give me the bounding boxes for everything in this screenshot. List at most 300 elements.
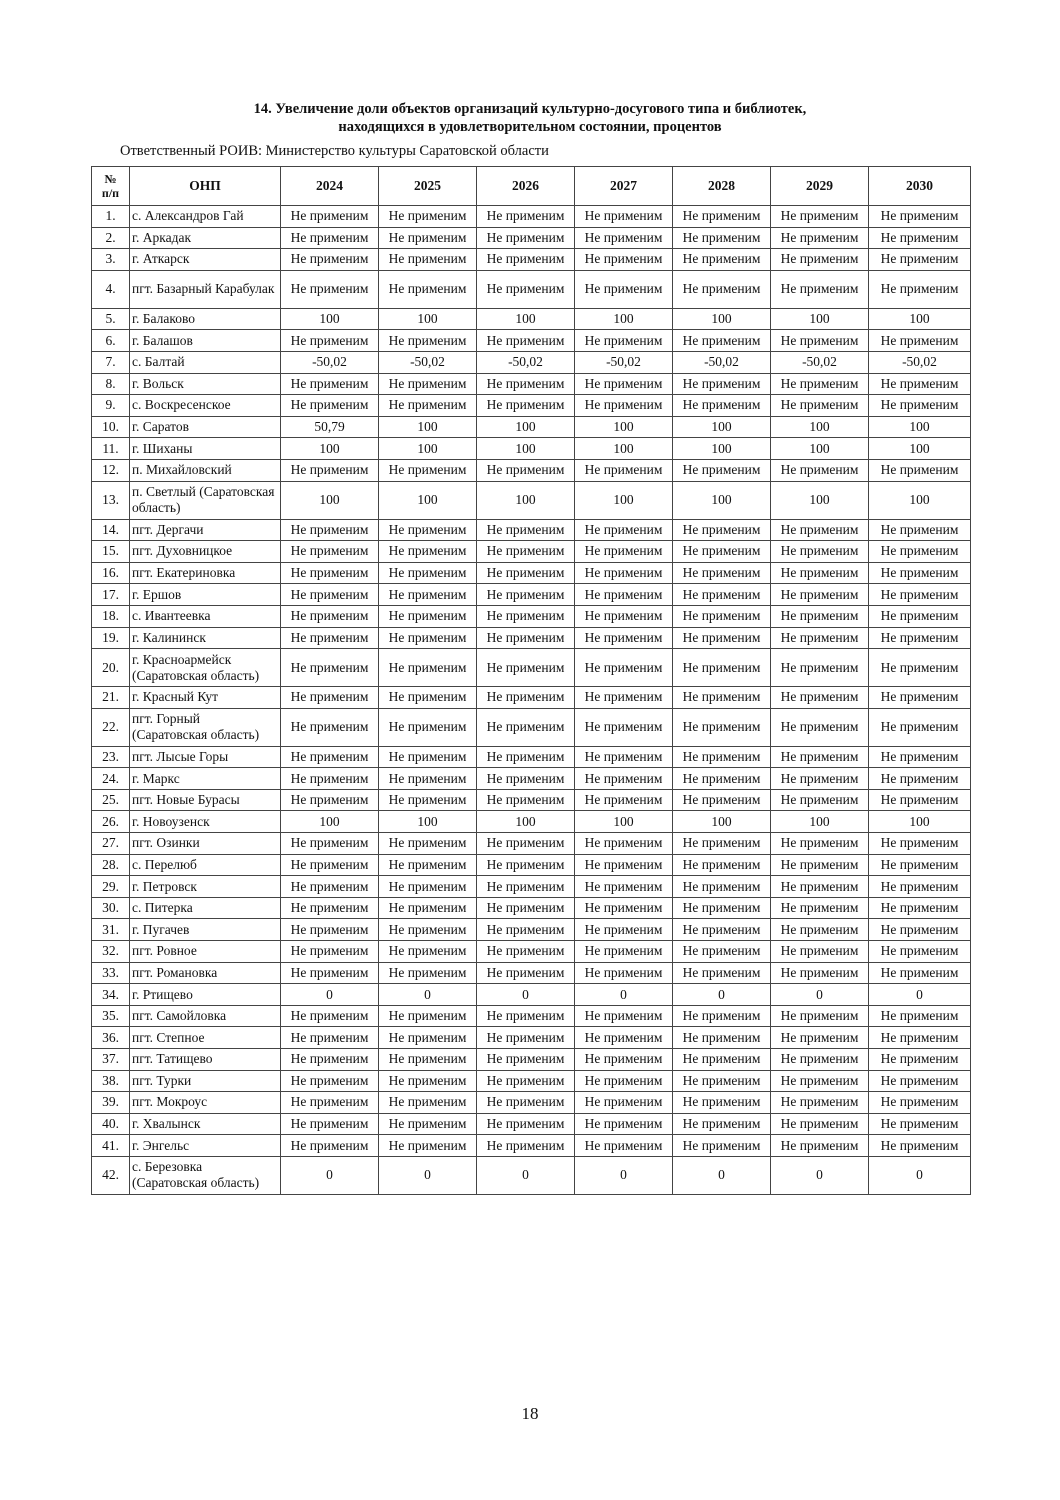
year-value-cell: Не применим (575, 746, 673, 768)
year-value-cell: Не применим (869, 1135, 971, 1157)
row-number: 12. (92, 459, 130, 481)
year-value-cell: Не применим (869, 1005, 971, 1027)
settlement-name: с. Березовка (Саратовская область) (130, 1156, 281, 1194)
year-value-cell: Не применим (477, 1027, 575, 1049)
row-number: 26. (92, 811, 130, 833)
year-value-cell: Не применим (379, 541, 477, 563)
year-value-cell: Не применим (869, 876, 971, 898)
settlement-name: г. Ершов (130, 584, 281, 606)
row-number: 30. (92, 897, 130, 919)
year-value-cell: Не применим (281, 1005, 379, 1027)
year-value-cell: 0 (575, 1156, 673, 1194)
year-value-cell: Не применим (575, 1135, 673, 1157)
year-value-cell: 100 (869, 811, 971, 833)
year-value-cell: 100 (281, 811, 379, 833)
table-row (92, 1156, 971, 1194)
year-value-cell: Не применим (673, 249, 771, 271)
header-number (92, 167, 130, 206)
year-value-cell: 0 (771, 1156, 869, 1194)
year-value-cell: -50,02 (281, 351, 379, 373)
year-value-cell: Не применим (379, 708, 477, 746)
year-value-cell: Не применим (673, 962, 771, 984)
row-number: 27. (92, 833, 130, 855)
year-value-cell: Не применим (477, 459, 575, 481)
year-value-cell: Не применим (281, 627, 379, 649)
table-row (92, 227, 971, 249)
year-value-cell: 0 (869, 1156, 971, 1194)
settlement-name: с. Воскресенское (130, 395, 281, 417)
year-value-cell: 100 (379, 481, 477, 519)
table-row (92, 459, 971, 481)
year-value-cell: Не применим (477, 962, 575, 984)
year-value-cell: Не применим (771, 519, 869, 541)
row-number: 39. (92, 1092, 130, 1114)
year-value-cell: Не применим (869, 459, 971, 481)
year-value-cell: Не применим (673, 1070, 771, 1092)
year-value-cell: Не применим (673, 941, 771, 963)
year-value-cell: 100 (281, 308, 379, 330)
year-value-cell: Не применим (477, 249, 575, 271)
row-number: 35. (92, 1005, 130, 1027)
year-value-cell: -50,02 (673, 351, 771, 373)
year-value-cell: Не применим (281, 519, 379, 541)
table-row (92, 605, 971, 627)
year-value-cell: 100 (379, 438, 477, 460)
row-number: 6. (92, 330, 130, 352)
year-value-cell: Не применим (281, 897, 379, 919)
table-row (92, 962, 971, 984)
settlement-name: пгт. Татищево (130, 1049, 281, 1071)
year-value-cell: Не применим (281, 395, 379, 417)
year-value-cell: Не применим (477, 627, 575, 649)
row-number: 13. (92, 481, 130, 519)
row-number: 17. (92, 584, 130, 606)
row-number: 9. (92, 395, 130, 417)
table-row (92, 1092, 971, 1114)
year-value-cell: 0 (477, 1156, 575, 1194)
settlement-name: г. Пугачев (130, 919, 281, 941)
table-row (92, 811, 971, 833)
settlement-name: г. Саратов (130, 416, 281, 438)
table-header-row (92, 167, 971, 206)
table-row (92, 206, 971, 228)
year-value-cell: Не применим (575, 605, 673, 627)
year-value-cell: Не применим (379, 459, 477, 481)
year-value-cell: Не применим (281, 1092, 379, 1114)
row-number: 18. (92, 605, 130, 627)
year-value-cell: Не применим (869, 746, 971, 768)
year-value-cell: Не применим (379, 876, 477, 898)
year-value-cell: Не применим (477, 941, 575, 963)
year-value-cell: Не применим (673, 227, 771, 249)
settlement-name: пгт. Горный (Саратовская область) (130, 708, 281, 746)
year-value-cell: 100 (575, 438, 673, 460)
year-value-cell: Не применим (477, 562, 575, 584)
year-value-cell: Не применим (477, 897, 575, 919)
year-value-cell: Не применим (477, 206, 575, 228)
table-row (92, 1005, 971, 1027)
year-value-cell: 100 (575, 308, 673, 330)
year-value-cell: 100 (673, 438, 771, 460)
year-value-cell: Не применим (281, 330, 379, 352)
table-row (92, 708, 971, 746)
year-value-cell: Не применим (869, 687, 971, 709)
year-value-cell: Не применим (281, 1070, 379, 1092)
year-value-cell: 100 (281, 438, 379, 460)
year-value-cell: Не применим (575, 876, 673, 898)
header-number-line1: № (104, 172, 117, 186)
year-value-cell: Не применим (771, 562, 869, 584)
year-value-cell: Не применим (673, 1113, 771, 1135)
year-value-cell: Не применим (673, 876, 771, 898)
settlement-name: пгт. Дергачи (130, 519, 281, 541)
year-value-cell: Не применим (771, 206, 869, 228)
year-value-cell: Не применим (869, 1113, 971, 1135)
year-value-cell: 0 (281, 1156, 379, 1194)
year-value-cell: Не применим (379, 1005, 477, 1027)
year-value-cell: -50,02 (771, 351, 869, 373)
year-value-cell: Не применим (869, 541, 971, 563)
year-value-cell: Не применим (281, 270, 379, 308)
table-row (92, 649, 971, 687)
year-value-cell: Не применим (673, 897, 771, 919)
year-value-cell: Не применим (379, 941, 477, 963)
row-number: 7. (92, 351, 130, 373)
table-body (92, 206, 971, 1195)
year-value-cell: 0 (379, 984, 477, 1006)
year-value-cell: Не применим (379, 1135, 477, 1157)
row-number: 32. (92, 941, 130, 963)
year-value-cell: Не применим (281, 919, 379, 941)
row-number: 5. (92, 308, 130, 330)
year-value-cell: 100 (575, 811, 673, 833)
settlement-name: пгт. Романовка (130, 962, 281, 984)
year-value-cell: Не применим (379, 1070, 477, 1092)
year-value-cell: 100 (771, 416, 869, 438)
year-value-cell: Не применим (869, 708, 971, 746)
year-value-cell: Не применим (771, 1027, 869, 1049)
table-row (92, 438, 971, 460)
year-value-cell: Не применим (869, 833, 971, 855)
year-value-cell: 100 (477, 308, 575, 330)
year-value-cell: Не применим (575, 459, 673, 481)
header-year: 2028 (673, 167, 771, 206)
row-number: 37. (92, 1049, 130, 1071)
year-value-cell: Не применим (771, 1092, 869, 1114)
settlement-name: пгт. Екатериновка (130, 562, 281, 584)
row-number: 21. (92, 687, 130, 709)
year-value-cell: Не применим (575, 519, 673, 541)
year-value-cell: Не применим (281, 373, 379, 395)
table-row (92, 1027, 971, 1049)
year-value-cell: Не применим (771, 854, 869, 876)
year-value-cell: Не применим (869, 1027, 971, 1049)
row-number: 31. (92, 919, 130, 941)
table-row (92, 876, 971, 898)
year-value-cell: Не применим (379, 962, 477, 984)
year-value-cell: Не применим (379, 395, 477, 417)
year-value-cell: Не применим (477, 605, 575, 627)
year-value-cell: -50,02 (379, 351, 477, 373)
year-value-cell: Не применим (379, 687, 477, 709)
year-value-cell: Не применим (379, 373, 477, 395)
year-value-cell: Не применим (477, 1135, 575, 1157)
year-value-cell: Не применим (379, 768, 477, 790)
year-value-cell: Не применим (477, 768, 575, 790)
year-value-cell: Не применим (575, 249, 673, 271)
year-value-cell: Не применим (379, 627, 477, 649)
year-value-cell: 0 (379, 1156, 477, 1194)
row-number: 2. (92, 227, 130, 249)
year-value-cell: Не применим (771, 746, 869, 768)
header-year: 2026 (477, 167, 575, 206)
row-number: 3. (92, 249, 130, 271)
year-value-cell: Не применим (281, 605, 379, 627)
table-row (92, 833, 971, 855)
year-value-cell: Не применим (575, 1005, 673, 1027)
year-value-cell: Не применим (575, 330, 673, 352)
table-row (92, 249, 971, 271)
settlement-name: г. Энгельс (130, 1135, 281, 1157)
year-value-cell: 100 (771, 481, 869, 519)
year-value-cell: Не применим (771, 1113, 869, 1135)
year-value-cell: Не применим (477, 584, 575, 606)
year-value-cell: Не применим (673, 1005, 771, 1027)
settlement-name: г. Балашов (130, 330, 281, 352)
table-row (92, 481, 971, 519)
year-value-cell: 100 (771, 308, 869, 330)
year-value-cell: Не применим (771, 584, 869, 606)
row-number: 25. (92, 789, 130, 811)
year-value-cell: Не применим (673, 330, 771, 352)
year-value-cell: 0 (477, 984, 575, 1006)
year-value-cell: Не применим (869, 789, 971, 811)
year-value-cell: Не применим (771, 1070, 869, 1092)
year-value-cell: Не применим (673, 459, 771, 481)
settlement-name: г. Маркс (130, 768, 281, 790)
year-value-cell: Не применим (869, 227, 971, 249)
year-value-cell: Не применим (575, 708, 673, 746)
year-value-cell: Не применим (771, 687, 869, 709)
year-value-cell: 100 (477, 438, 575, 460)
year-value-cell: Не применим (575, 768, 673, 790)
year-value-cell: Не применим (771, 789, 869, 811)
year-value-cell: Не применим (575, 854, 673, 876)
year-value-cell: Не применим (869, 605, 971, 627)
table-row (92, 746, 971, 768)
year-value-cell: 100 (869, 416, 971, 438)
document-title (90, 100, 970, 136)
settlement-name: пгт. Мокроус (130, 1092, 281, 1114)
year-value-cell: Не применим (477, 1092, 575, 1114)
year-value-cell: Не применим (477, 919, 575, 941)
table-row (92, 941, 971, 963)
year-value-cell: Не применим (869, 768, 971, 790)
year-value-cell: 100 (379, 416, 477, 438)
row-number: 40. (92, 1113, 130, 1135)
year-value-cell: Не применим (771, 395, 869, 417)
year-value-cell: Не применим (477, 330, 575, 352)
year-value-cell: Не применим (477, 833, 575, 855)
table-row (92, 519, 971, 541)
header-number-line2: п/п (101, 186, 120, 200)
row-number: 33. (92, 962, 130, 984)
year-value-cell: Не применим (869, 941, 971, 963)
year-value-cell: Не применим (477, 854, 575, 876)
row-number: 38. (92, 1070, 130, 1092)
year-value-cell: Не применим (477, 876, 575, 898)
year-value-cell: 0 (869, 984, 971, 1006)
settlement-name: п. Светлый (Саратовская область) (130, 481, 281, 519)
year-value-cell: Не применим (575, 833, 673, 855)
table-row (92, 919, 971, 941)
settlement-name: с. Перелюб (130, 854, 281, 876)
row-number: 1. (92, 206, 130, 228)
year-value-cell: Не применим (281, 541, 379, 563)
settlement-name: г. Красноармейск (Саратовская область) (130, 649, 281, 687)
year-value-cell: Не применим (869, 519, 971, 541)
page-number: 18 (521, 1404, 539, 1423)
header-year: 2024 (281, 167, 379, 206)
year-value-cell: Не применим (869, 897, 971, 919)
year-value-cell: Не применим (771, 227, 869, 249)
year-value-cell: Не применим (771, 962, 869, 984)
table-row (92, 1070, 971, 1092)
responsible-authority: Ответственный РОИВ: Министерство культуры Саратовской области (120, 143, 549, 159)
year-value-cell: Не применим (575, 919, 673, 941)
title-line-2: находящихся в удовлетворительном состоянии, процентов (338, 119, 722, 135)
year-value-cell: Не применим (477, 746, 575, 768)
settlement-name: г. Балаково (130, 308, 281, 330)
row-number: 20. (92, 649, 130, 687)
settlement-name: г. Аркадак (130, 227, 281, 249)
year-value-cell: 100 (575, 416, 673, 438)
year-value-cell: Не применим (477, 649, 575, 687)
row-number: 41. (92, 1135, 130, 1157)
row-number: 16. (92, 562, 130, 584)
row-number: 19. (92, 627, 130, 649)
year-value-cell: Не применим (281, 562, 379, 584)
year-value-cell: Не применим (673, 519, 771, 541)
year-value-cell: Не применим (575, 897, 673, 919)
year-value-cell: Не применим (673, 584, 771, 606)
year-value-cell: Не применим (575, 373, 673, 395)
settlement-name: с. Балтай (130, 351, 281, 373)
year-value-cell: Не применим (869, 1092, 971, 1114)
table-row (92, 789, 971, 811)
settlement-name: пгт. Озинки (130, 833, 281, 855)
year-value-cell: Не применим (379, 854, 477, 876)
year-value-cell: Не применим (771, 270, 869, 308)
year-value-cell: Не применим (771, 459, 869, 481)
year-value-cell: Не применим (673, 687, 771, 709)
year-value-cell: Не применим (575, 584, 673, 606)
year-value-cell: Не применим (477, 373, 575, 395)
year-value-cell: 100 (869, 481, 971, 519)
settlement-name: пгт. Духовницкое (130, 541, 281, 563)
settlement-name: г. Ртищево (130, 984, 281, 1006)
year-value-cell: Не применим (575, 962, 673, 984)
table-row (92, 351, 971, 373)
year-value-cell: Не применим (771, 541, 869, 563)
year-value-cell: Не применим (379, 562, 477, 584)
year-value-cell: Не применим (477, 1113, 575, 1135)
year-value-cell: Не применим (869, 962, 971, 984)
year-value-cell: Не применим (281, 833, 379, 855)
year-value-cell: Не применим (477, 270, 575, 308)
year-value-cell: Не применим (673, 1092, 771, 1114)
year-value-cell: Не применим (673, 708, 771, 746)
table-row (92, 1113, 971, 1135)
year-value-cell: Не применим (869, 330, 971, 352)
year-value-cell: Не применим (379, 227, 477, 249)
year-value-cell: Не применим (379, 249, 477, 271)
year-value-cell: 100 (477, 416, 575, 438)
table-row (92, 373, 971, 395)
year-value-cell: Не применим (281, 708, 379, 746)
row-number: 15. (92, 541, 130, 563)
year-value-cell: 100 (673, 811, 771, 833)
table-row (92, 330, 971, 352)
year-value-cell: Не применим (575, 649, 673, 687)
row-number: 24. (92, 768, 130, 790)
row-number: 29. (92, 876, 130, 898)
year-value-cell: Не применим (281, 649, 379, 687)
year-value-cell: Не применим (477, 227, 575, 249)
year-value-cell: Не применим (771, 708, 869, 746)
year-value-cell: Не применим (379, 1113, 477, 1135)
year-value-cell: Не применим (673, 206, 771, 228)
year-value-cell: Не применим (771, 649, 869, 687)
year-value-cell: Не применим (673, 649, 771, 687)
year-value-cell: Не применим (281, 1135, 379, 1157)
row-number: 11. (92, 438, 130, 460)
year-value-cell: Не применим (673, 541, 771, 563)
year-value-cell: Не применим (379, 270, 477, 308)
year-value-cell: Не применим (869, 649, 971, 687)
year-value-cell: Не применим (379, 919, 477, 941)
year-value-cell: 100 (869, 438, 971, 460)
year-value-cell: Не применим (771, 1049, 869, 1071)
year-value-cell: Не применим (379, 746, 477, 768)
year-value-cell: Не применим (575, 627, 673, 649)
settlement-name: пгт. Самойловка (130, 1005, 281, 1027)
year-value-cell: Не применим (477, 789, 575, 811)
table-row (92, 584, 971, 606)
settlement-name: г. Калининск (130, 627, 281, 649)
year-value-cell: Не применим (281, 584, 379, 606)
settlement-name: г. Шиханы (130, 438, 281, 460)
year-value-cell: Не применим (477, 1070, 575, 1092)
year-value-cell: Не применим (771, 897, 869, 919)
year-value-cell: Не применим (477, 1049, 575, 1071)
year-value-cell: Не применим (379, 330, 477, 352)
year-value-cell: Не применим (869, 373, 971, 395)
year-value-cell: Не применим (869, 1049, 971, 1071)
year-value-cell: Не применим (281, 854, 379, 876)
year-value-cell: Не применим (673, 373, 771, 395)
year-value-cell: Не применим (281, 206, 379, 228)
settlement-name: пгт. Новые Бурасы (130, 789, 281, 811)
year-value-cell: Не применим (477, 395, 575, 417)
year-value-cell: Не применим (869, 206, 971, 228)
year-value-cell: Не применим (673, 395, 771, 417)
year-value-cell: Не применим (673, 746, 771, 768)
year-value-cell: Не применим (771, 941, 869, 963)
year-value-cell: Не применим (771, 249, 869, 271)
title-line-1: 14. Увеличение доли объектов организаций культурно-досугового типа и библиотек, (253, 101, 807, 117)
table-row (92, 541, 971, 563)
